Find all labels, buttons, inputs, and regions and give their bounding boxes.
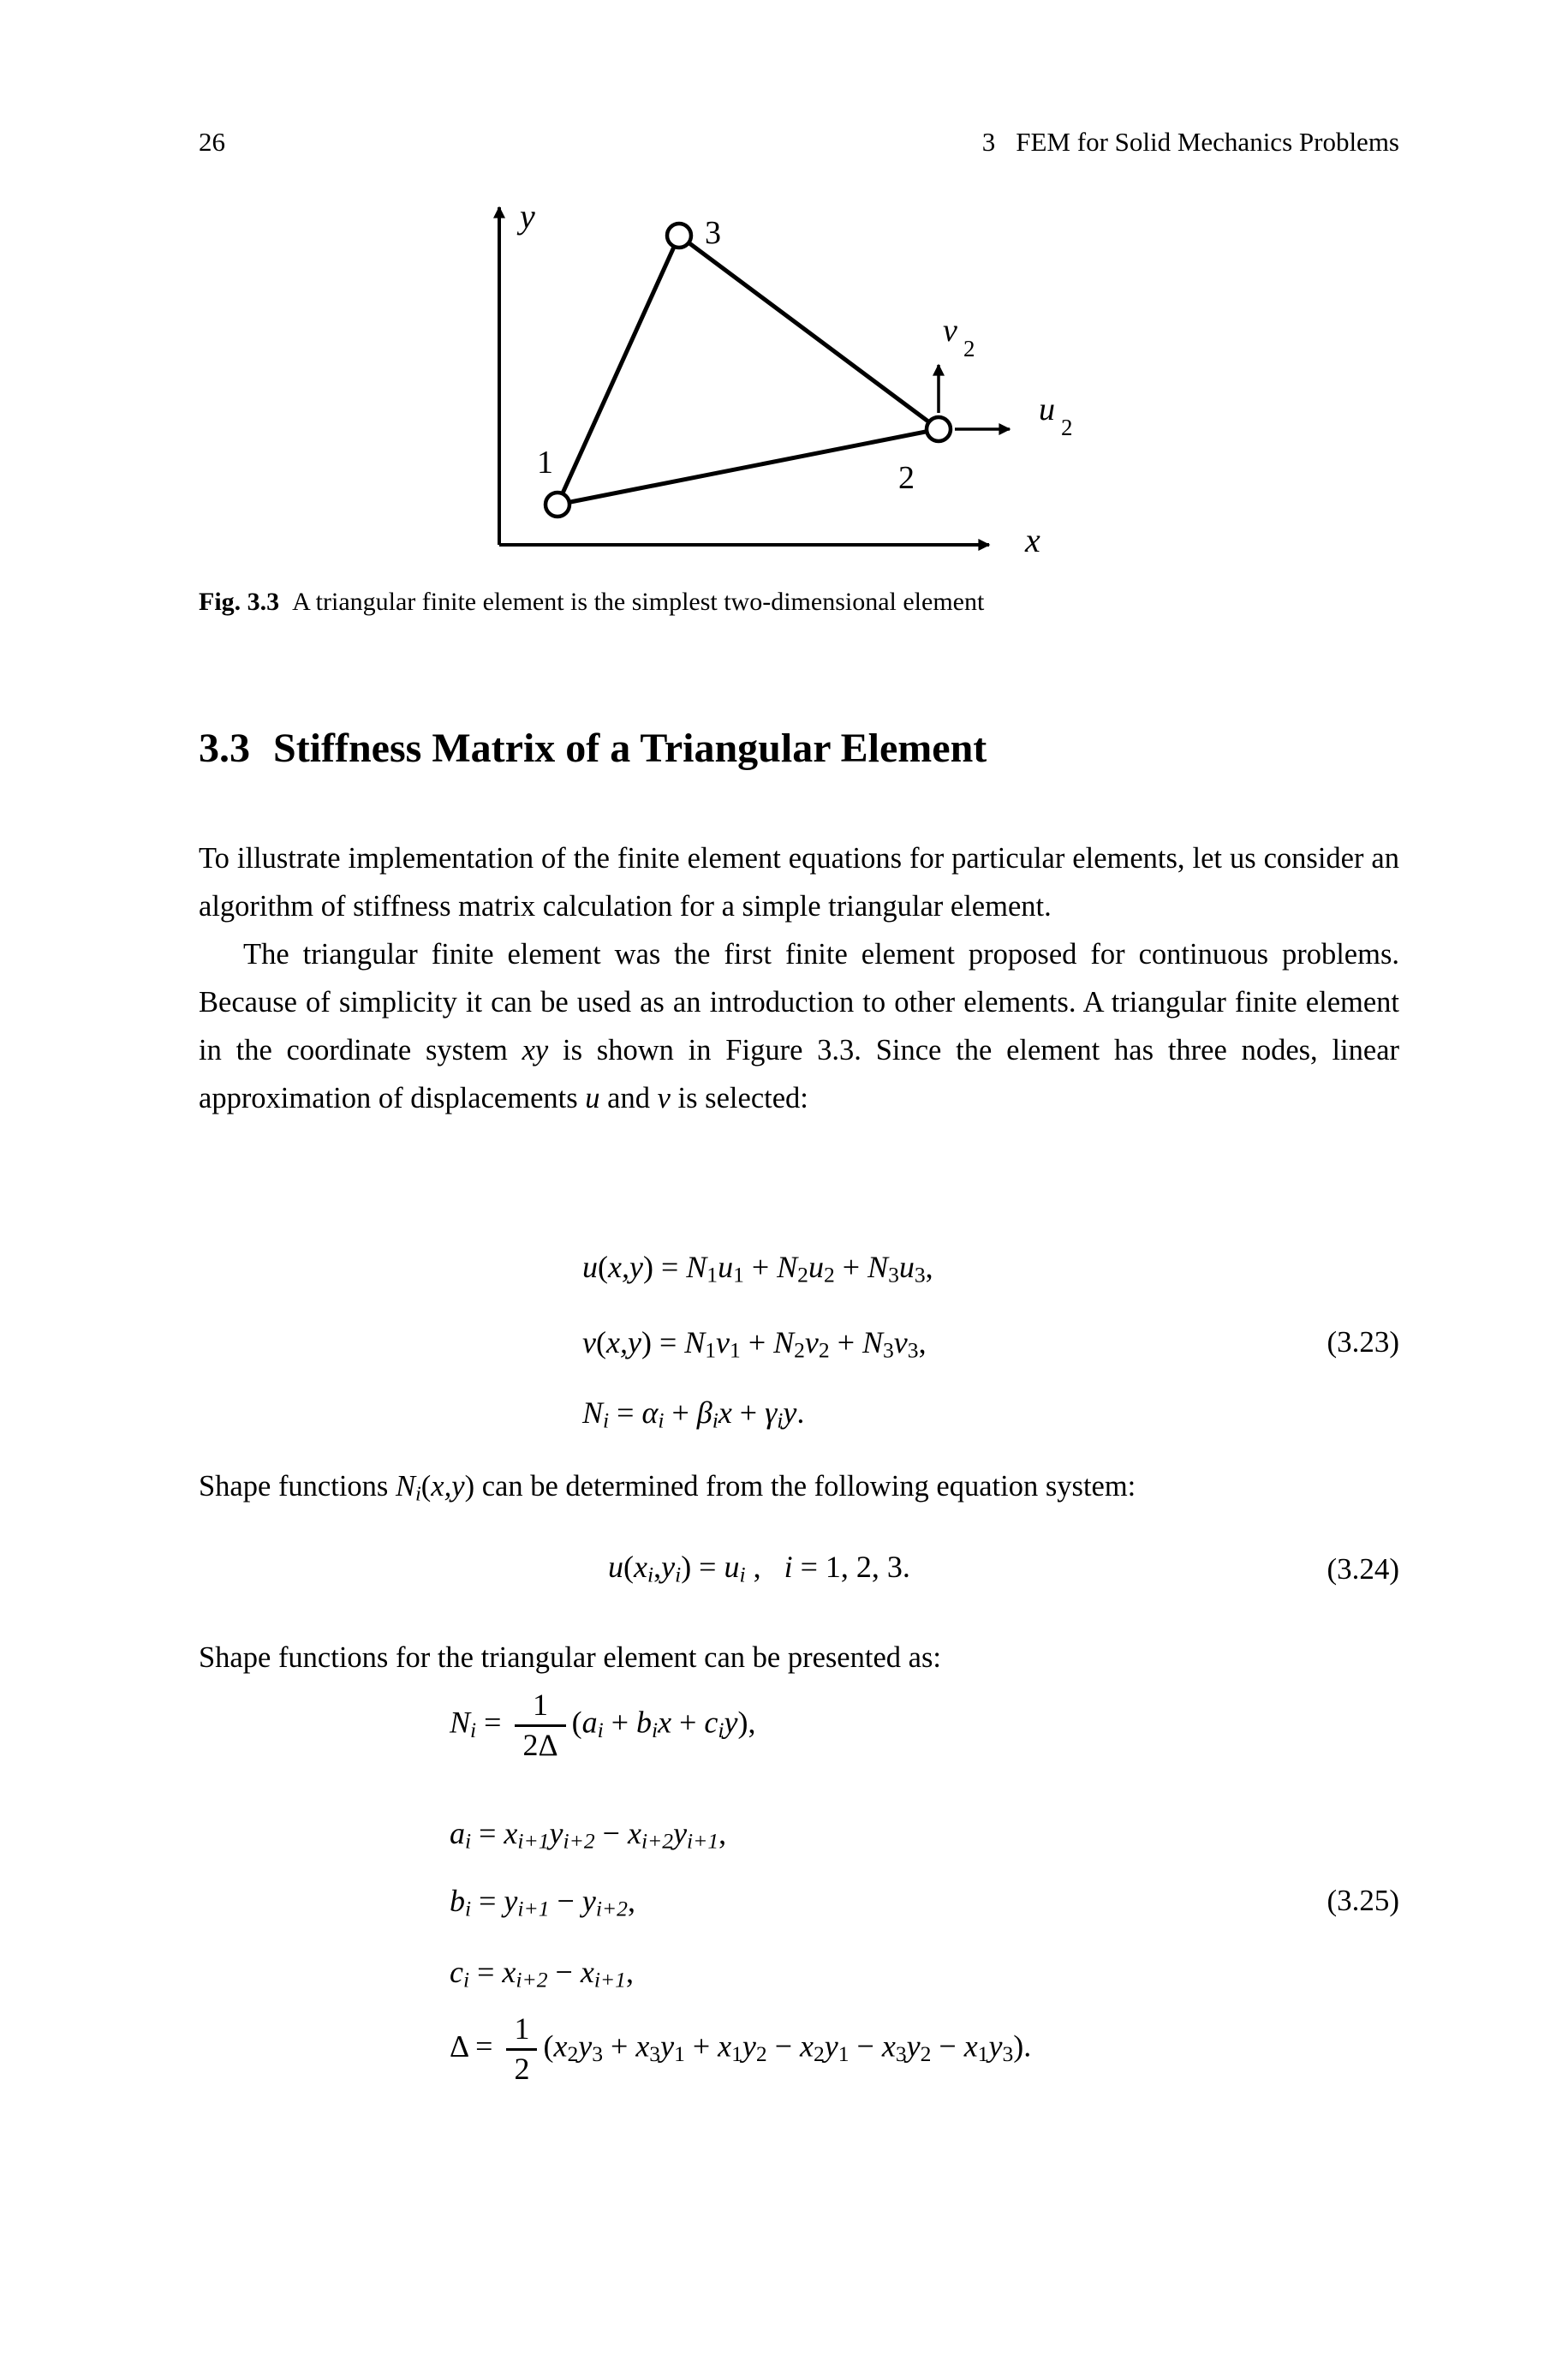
body-text bbox=[199, 834, 1399, 1122]
eq-number-3-23: (3.23) bbox=[1327, 1325, 1399, 1359]
node-3-label: 3 bbox=[705, 215, 721, 251]
triangular-element-diagram bbox=[477, 187, 1094, 572]
triangle-edge-1-3 bbox=[557, 236, 679, 505]
v2-label-subscript: 2 bbox=[963, 336, 975, 361]
eq-3-25-line-b: bi = yi+1 − yi+2, bbox=[450, 1884, 635, 1921]
eq-number-3-25: (3.25) bbox=[1327, 1884, 1399, 1917]
paragraph-2: The triangular finite element was the first finite element proposed for continuous problems. Because of simplicity it can be used as an introduction to other elements. A triangular finite element in the coordinate system xy is shown in Figure 3.3. Since the element has three nodes, linear approximation of displacements u and v is selected: bbox=[199, 938, 1400, 1114]
figure-3-3 bbox=[477, 187, 1094, 572]
figure-caption bbox=[199, 588, 1399, 617]
eq-3-25-line-c: ci = xi+2 − xi+1, bbox=[450, 1955, 634, 1993]
figure-caption-label: Fig. 3.3 bbox=[199, 588, 280, 616]
u2-label: u bbox=[1039, 391, 1055, 427]
page-number: 26 bbox=[199, 127, 225, 157]
triangle-edge-3-2 bbox=[679, 236, 939, 429]
fraction: $\frac{1}{2}$ bbox=[506, 2013, 537, 2086]
eq-3-23-line-shape: Ni = αi + βix + γiy. bbox=[582, 1395, 805, 1433]
eq-3-24-line: u(xi,yi) = ui , i = 1, 2, 3. bbox=[608, 1550, 910, 1587]
v2-label: v bbox=[943, 313, 957, 349]
eq-3-23-line-u: u(x,y) = N1u1 + N2u2 + N3u3, bbox=[582, 1250, 933, 1288]
eq-3-25-line-N: Ni = $\frac{1}{2\Delta}$ (ai + bix + ciy), bbox=[450, 1688, 756, 1762]
section-title: Stiffness Matrix of a Triangular Element bbox=[273, 726, 987, 771]
x-axis-label: x bbox=[1025, 521, 1040, 559]
paragraph-shape-presented: Shape functions for the triangular element can be presented as: bbox=[199, 1641, 941, 1674]
eq-3-23-line-v: v(x,y) = N1v1 + N2v2 + N3v3, bbox=[582, 1325, 927, 1363]
eq-3-25-line-delta: Δ = $\frac{1}{2}$ (x2y3 + x3y1 + x1y2 − x2y1 − x3y2 − x1y3). bbox=[450, 2011, 1032, 2086]
node-3-circle bbox=[667, 224, 691, 248]
section-number: 3.3 bbox=[199, 726, 250, 771]
node-1-circle bbox=[546, 493, 569, 517]
y-axis-label: y bbox=[520, 197, 535, 236]
eq-number-3-24: (3.24) bbox=[1327, 1552, 1399, 1586]
node-2-label: 2 bbox=[898, 460, 915, 496]
figure-caption-text: A triangular finite element is the simplest two-dimensional element bbox=[292, 588, 985, 616]
running-head bbox=[982, 127, 1399, 158]
section-heading bbox=[199, 725, 987, 772]
paragraph-1: To illustrate implementation of the finite element equations for particular elements, let us consider an algorithm of stiffness matrix calculation for a simple triangular element. bbox=[199, 842, 1399, 923]
u2-label-subscript: 2 bbox=[1061, 415, 1073, 440]
chapter-title: FEM for Solid Mechanics Problems bbox=[1016, 127, 1399, 157]
paragraph-shape-functions: Shape functions Ni(x,y) can be determined from the following equation system: bbox=[199, 1470, 1136, 1506]
node-1-label: 1 bbox=[537, 445, 553, 481]
chapter-number: 3 bbox=[981, 127, 996, 157]
eq-3-25-line-a: ai = xi+1yi+2 − xi+2yi+1, bbox=[450, 1816, 727, 1854]
fraction: $\frac{1}{2\Delta}$ bbox=[515, 1689, 565, 1762]
node-2-circle bbox=[927, 417, 951, 441]
triangle-edge-1-2 bbox=[557, 429, 939, 505]
